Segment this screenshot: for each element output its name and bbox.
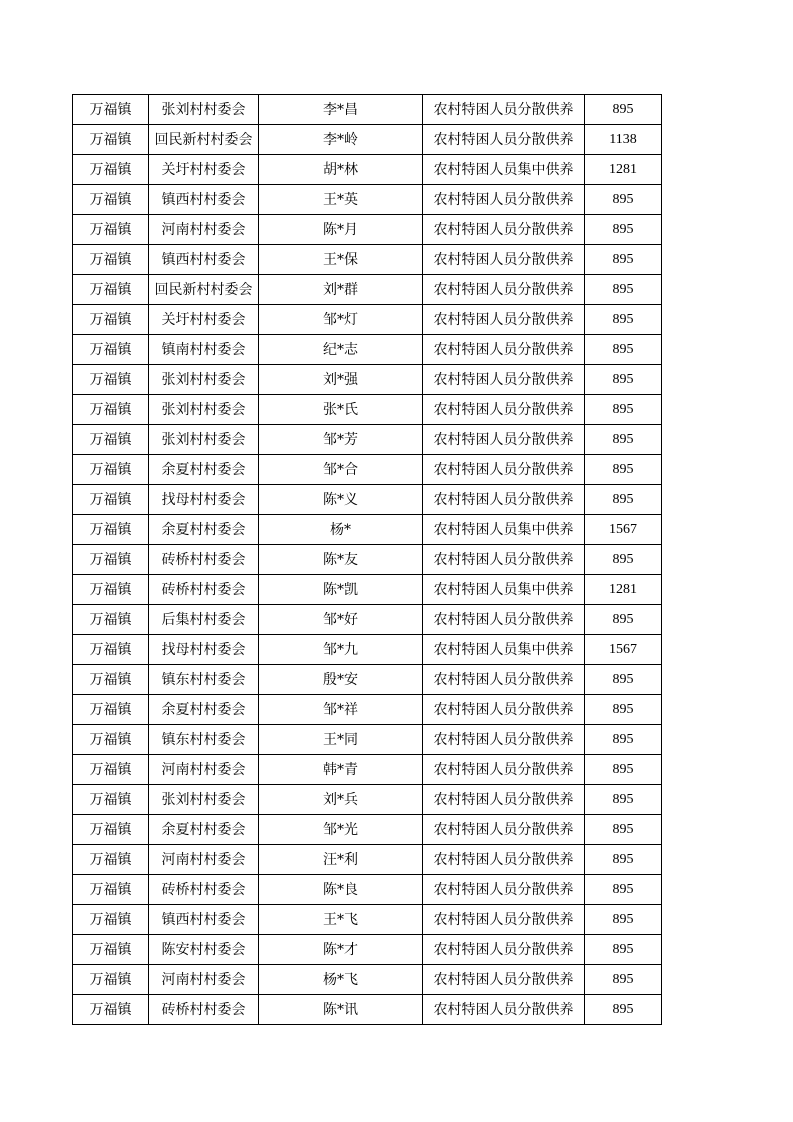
- table-row: [73, 185, 662, 215]
- village-cell: 后集村村委会: [149, 605, 259, 635]
- table-row: [73, 875, 662, 905]
- amount-cell: 895: [585, 845, 662, 875]
- name-cell: 韩*青: [259, 755, 423, 785]
- amount-cell: 895: [585, 875, 662, 905]
- support-type-cell: 农村特困人员分散供养: [423, 125, 585, 155]
- table-row: [73, 545, 662, 575]
- amount-cell: 895: [585, 905, 662, 935]
- town-cell: 万福镇: [73, 245, 149, 275]
- name-cell: 殷*安: [259, 665, 423, 695]
- village-cell: 张刘村村委会: [149, 365, 259, 395]
- village-cell: 镇东村村委会: [149, 665, 259, 695]
- support-type-cell: 农村特困人员分散供养: [423, 965, 585, 995]
- support-type-cell: 农村特困人员分散供养: [423, 605, 585, 635]
- table-row: [73, 605, 662, 635]
- name-cell: 陈*友: [259, 545, 423, 575]
- town-cell: 万福镇: [73, 725, 149, 755]
- village-cell: 余夏村村委会: [149, 515, 259, 545]
- support-type-cell: 农村特困人员分散供养: [423, 275, 585, 305]
- town-cell: 万福镇: [73, 695, 149, 725]
- amount-cell: 895: [585, 185, 662, 215]
- beneficiary-table: [72, 94, 662, 1025]
- town-cell: 万福镇: [73, 305, 149, 335]
- name-cell: 王*同: [259, 725, 423, 755]
- support-type-cell: 农村特困人员集中供养: [423, 635, 585, 665]
- table-row: [73, 665, 662, 695]
- village-cell: 河南村村委会: [149, 755, 259, 785]
- amount-cell: 895: [585, 395, 662, 425]
- name-cell: 汪*利: [259, 845, 423, 875]
- town-cell: 万福镇: [73, 935, 149, 965]
- name-cell: 邹*好: [259, 605, 423, 635]
- town-cell: 万福镇: [73, 815, 149, 845]
- village-cell: 镇东村村委会: [149, 725, 259, 755]
- name-cell: 王*保: [259, 245, 423, 275]
- town-cell: 万福镇: [73, 215, 149, 245]
- name-cell: 刘*兵: [259, 785, 423, 815]
- table-row: [73, 305, 662, 335]
- name-cell: 陈*讯: [259, 995, 423, 1025]
- name-cell: 陈*良: [259, 875, 423, 905]
- town-cell: 万福镇: [73, 665, 149, 695]
- village-cell: 镇西村村委会: [149, 905, 259, 935]
- town-cell: 万福镇: [73, 335, 149, 365]
- name-cell: 邹*光: [259, 815, 423, 845]
- amount-cell: 895: [585, 545, 662, 575]
- table-row: [73, 245, 662, 275]
- town-cell: 万福镇: [73, 965, 149, 995]
- amount-cell: 895: [585, 275, 662, 305]
- town-cell: 万福镇: [73, 485, 149, 515]
- support-type-cell: 农村特困人员分散供养: [423, 665, 585, 695]
- support-type-cell: 农村特困人员分散供养: [423, 545, 585, 575]
- support-type-cell: 农村特困人员分散供养: [423, 425, 585, 455]
- town-cell: 万福镇: [73, 875, 149, 905]
- support-type-cell: 农村特困人员分散供养: [423, 875, 585, 905]
- village-cell: 砖桥村村委会: [149, 875, 259, 905]
- name-cell: 邹*祥: [259, 695, 423, 725]
- amount-cell: 895: [585, 965, 662, 995]
- table-row: [73, 965, 662, 995]
- village-cell: 回民新村村委会: [149, 275, 259, 305]
- name-cell: 王*英: [259, 185, 423, 215]
- town-cell: 万福镇: [73, 515, 149, 545]
- village-cell: 镇西村村委会: [149, 185, 259, 215]
- name-cell: 李*岭: [259, 125, 423, 155]
- town-cell: 万福镇: [73, 995, 149, 1025]
- table-row: [73, 995, 662, 1025]
- table-row: [73, 785, 662, 815]
- support-type-cell: 农村特困人员分散供养: [423, 845, 585, 875]
- support-type-cell: 农村特困人员分散供养: [423, 995, 585, 1025]
- name-cell: 邹*合: [259, 455, 423, 485]
- village-cell: 余夏村村委会: [149, 455, 259, 485]
- town-cell: 万福镇: [73, 365, 149, 395]
- amount-cell: 1281: [585, 575, 662, 605]
- table-row: [73, 485, 662, 515]
- name-cell: 王*飞: [259, 905, 423, 935]
- table-row: [73, 755, 662, 785]
- amount-cell: 895: [585, 995, 662, 1025]
- name-cell: 陈*义: [259, 485, 423, 515]
- town-cell: 万福镇: [73, 755, 149, 785]
- amount-cell: 1567: [585, 515, 662, 545]
- amount-cell: 895: [585, 335, 662, 365]
- village-cell: 砖桥村村委会: [149, 545, 259, 575]
- amount-cell: 895: [585, 485, 662, 515]
- amount-cell: 1567: [585, 635, 662, 665]
- beneficiary-table-body: [73, 95, 662, 1025]
- town-cell: 万福镇: [73, 155, 149, 185]
- village-cell: 余夏村村委会: [149, 695, 259, 725]
- table-row: [73, 695, 662, 725]
- table-row: [73, 425, 662, 455]
- support-type-cell: 农村特困人员分散供养: [423, 395, 585, 425]
- support-type-cell: 农村特困人员分散供养: [423, 935, 585, 965]
- village-cell: 关圩村村委会: [149, 155, 259, 185]
- support-type-cell: 农村特困人员分散供养: [423, 95, 585, 125]
- amount-cell: 895: [585, 725, 662, 755]
- support-type-cell: 农村特困人员分散供养: [423, 305, 585, 335]
- support-type-cell: 农村特困人员分散供养: [423, 455, 585, 485]
- town-cell: 万福镇: [73, 395, 149, 425]
- support-type-cell: 农村特困人员分散供养: [423, 755, 585, 785]
- support-type-cell: 农村特困人员分散供养: [423, 485, 585, 515]
- table-row: [73, 335, 662, 365]
- amount-cell: 895: [585, 455, 662, 485]
- amount-cell: 895: [585, 785, 662, 815]
- village-cell: 关圩村村委会: [149, 305, 259, 335]
- village-cell: 张刘村村委会: [149, 395, 259, 425]
- amount-cell: 1281: [585, 155, 662, 185]
- name-cell: 杨*飞: [259, 965, 423, 995]
- name-cell: 张*氏: [259, 395, 423, 425]
- name-cell: 纪*志: [259, 335, 423, 365]
- table-row: [73, 815, 662, 845]
- name-cell: 邹*九: [259, 635, 423, 665]
- table-row: [73, 365, 662, 395]
- support-type-cell: 农村特困人员分散供养: [423, 365, 585, 395]
- town-cell: 万福镇: [73, 425, 149, 455]
- town-cell: 万福镇: [73, 275, 149, 305]
- support-type-cell: 农村特困人员集中供养: [423, 575, 585, 605]
- amount-cell: 895: [585, 365, 662, 395]
- name-cell: 陈*才: [259, 935, 423, 965]
- village-cell: 找母村村委会: [149, 485, 259, 515]
- amount-cell: 895: [585, 95, 662, 125]
- support-type-cell: 农村特困人员分散供养: [423, 785, 585, 815]
- table-row: [73, 635, 662, 665]
- town-cell: 万福镇: [73, 905, 149, 935]
- town-cell: 万福镇: [73, 575, 149, 605]
- town-cell: 万福镇: [73, 95, 149, 125]
- name-cell: 陈*凯: [259, 575, 423, 605]
- name-cell: 刘*群: [259, 275, 423, 305]
- support-type-cell: 农村特困人员分散供养: [423, 725, 585, 755]
- amount-cell: 895: [585, 755, 662, 785]
- support-type-cell: 农村特困人员集中供养: [423, 155, 585, 185]
- amount-cell: 895: [585, 605, 662, 635]
- table-row: [73, 155, 662, 185]
- village-cell: 镇南村村委会: [149, 335, 259, 365]
- table-row: [73, 515, 662, 545]
- village-cell: 回民新村村委会: [149, 125, 259, 155]
- village-cell: 余夏村村委会: [149, 815, 259, 845]
- amount-cell: 895: [585, 305, 662, 335]
- table-row: [73, 395, 662, 425]
- village-cell: 张刘村村委会: [149, 785, 259, 815]
- town-cell: 万福镇: [73, 125, 149, 155]
- amount-cell: 895: [585, 425, 662, 455]
- village-cell: 陈安村村委会: [149, 935, 259, 965]
- town-cell: 万福镇: [73, 185, 149, 215]
- town-cell: 万福镇: [73, 455, 149, 485]
- name-cell: 陈*月: [259, 215, 423, 245]
- support-type-cell: 农村特困人员分散供养: [423, 185, 585, 215]
- table-row: [73, 725, 662, 755]
- support-type-cell: 农村特困人员分散供养: [423, 245, 585, 275]
- amount-cell: 895: [585, 815, 662, 845]
- village-cell: 找母村村委会: [149, 635, 259, 665]
- name-cell: 邹*灯: [259, 305, 423, 335]
- amount-cell: 895: [585, 215, 662, 245]
- table-row: [73, 845, 662, 875]
- village-cell: 河南村村委会: [149, 845, 259, 875]
- table-row: [73, 905, 662, 935]
- amount-cell: 895: [585, 665, 662, 695]
- town-cell: 万福镇: [73, 545, 149, 575]
- village-cell: 张刘村村委会: [149, 95, 259, 125]
- name-cell: 刘*强: [259, 365, 423, 395]
- village-cell: 砖桥村村委会: [149, 995, 259, 1025]
- village-cell: 镇西村村委会: [149, 245, 259, 275]
- amount-cell: 1138: [585, 125, 662, 155]
- name-cell: 杨*: [259, 515, 423, 545]
- amount-cell: 895: [585, 935, 662, 965]
- village-cell: 砖桥村村委会: [149, 575, 259, 605]
- table-row: [73, 455, 662, 485]
- town-cell: 万福镇: [73, 605, 149, 635]
- village-cell: 河南村村委会: [149, 965, 259, 995]
- table-row: [73, 575, 662, 605]
- table-row: [73, 95, 662, 125]
- support-type-cell: 农村特困人员分散供养: [423, 695, 585, 725]
- amount-cell: 895: [585, 695, 662, 725]
- support-type-cell: 农村特困人员集中供养: [423, 515, 585, 545]
- table-row: [73, 275, 662, 305]
- name-cell: 胡*林: [259, 155, 423, 185]
- town-cell: 万福镇: [73, 785, 149, 815]
- amount-cell: 895: [585, 245, 662, 275]
- table-row: [73, 125, 662, 155]
- name-cell: 邹*芳: [259, 425, 423, 455]
- table-row: [73, 215, 662, 245]
- support-type-cell: 农村特困人员分散供养: [423, 215, 585, 245]
- town-cell: 万福镇: [73, 635, 149, 665]
- support-type-cell: 农村特困人员分散供养: [423, 905, 585, 935]
- village-cell: 张刘村村委会: [149, 425, 259, 455]
- village-cell: 河南村村委会: [149, 215, 259, 245]
- support-type-cell: 农村特困人员分散供养: [423, 815, 585, 845]
- name-cell: 李*昌: [259, 95, 423, 125]
- table-row: [73, 935, 662, 965]
- town-cell: 万福镇: [73, 845, 149, 875]
- support-type-cell: 农村特困人员分散供养: [423, 335, 585, 365]
